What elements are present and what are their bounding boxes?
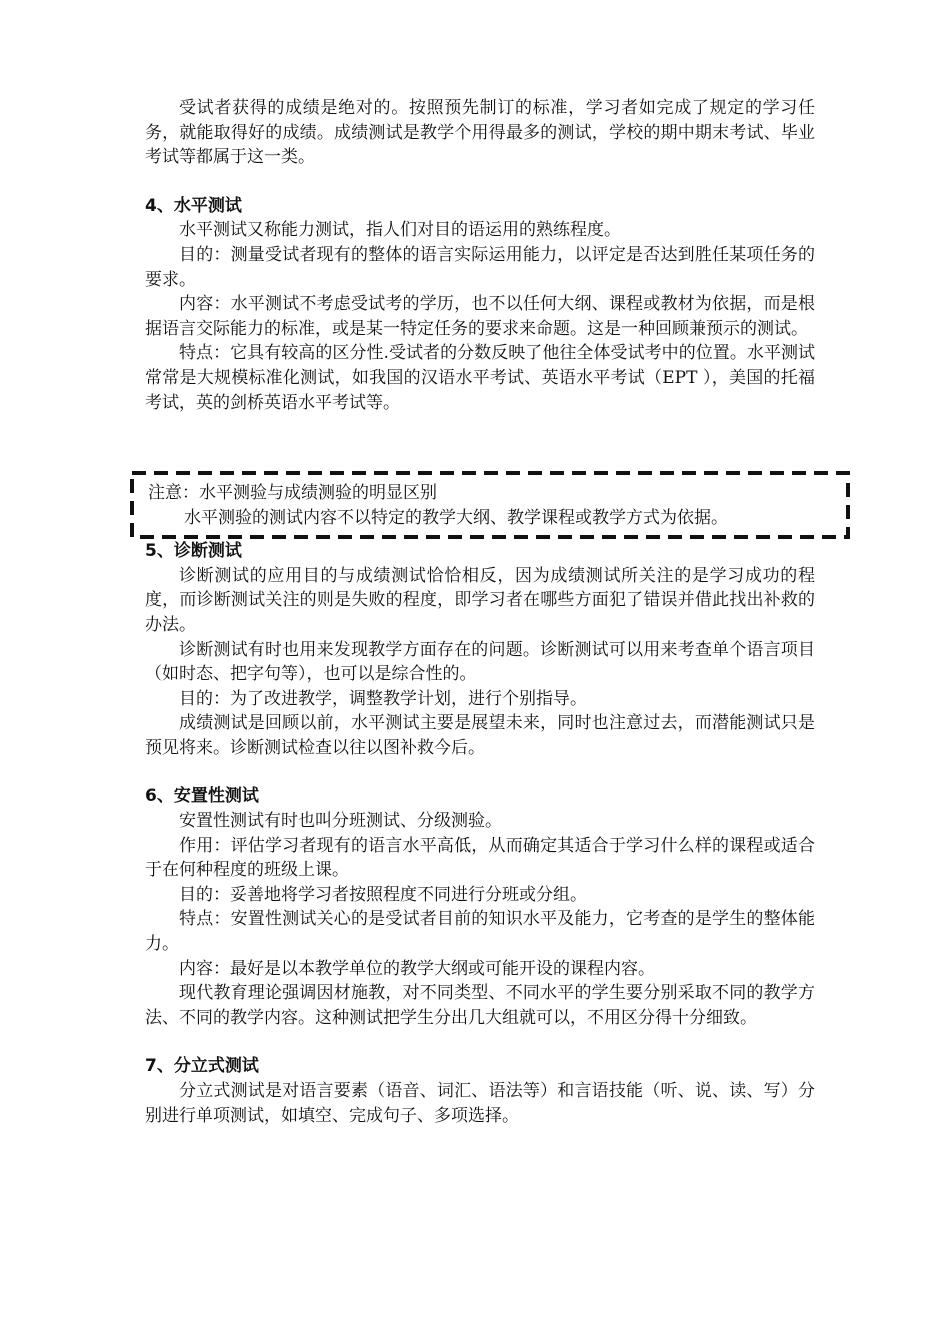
section-7-heading: 7、分立式测试 <box>145 1056 259 1077</box>
section-6-paragraph-1: 安置性测试有时也叫分班测试、分级测验。 <box>179 811 502 832</box>
section-6-paragraph-3: 目的：妥善地将学习者按照程度不同进行分班或分组。 <box>179 884 587 905</box>
section-5-paragraph-1: 诊断测试的应用目的与成绩测试恰恰相反，因为成绩测试所关注的是学习成功的程度，而诊断测试关注的则是失败的程度，即学习者在哪些方面犯了错误并借此找出补救的办法。 <box>145 565 815 635</box>
section-5-heading: 5、诊断测试 <box>145 541 242 562</box>
section-4-paragraph-2: 目的：测量受试者现有的整体的语言实际运用能力，以评定是否达到胜任某项任务的要求。 <box>145 244 815 290</box>
section-6-heading: 6、安置性测试 <box>145 786 259 807</box>
note-box <box>130 471 850 539</box>
intro-paragraph: 受试者获得的成绩是绝对的。按照预先制订的标准，学习者如完成了规定的学习任务，就能取得好的成绩。成绩测试是教学个用得最多的测试，学校的期中期末考试、毕业考试等都属于这一类。 <box>145 98 815 168</box>
note-title: 注意：水平测验与成绩测验的明显区别 <box>148 483 437 503</box>
section-7-paragraph-1: 分立式测试是对语言要素（语音、词汇、语法等）和言语技能（听、说、读、写）分别进行单项测试，如填空、完成句子、多项选择。 <box>145 1081 815 1126</box>
section-5-paragraph-2: 诊断测试有时也用来发现教学方面存在的问题。诊断测试可以用来考查单个语言项目（如时态、把字句等），也可以是综合性的。 <box>145 639 815 685</box>
section-5-paragraph-4: 成绩测试是回顾以前，水平测试主要是展望未来，同时也注意过去，而潜能测试只是预见将来。诊断测试检查以往以图补救今后。 <box>145 713 815 758</box>
section-6-paragraph-4: 特点：安置性测试关心的是受试者目前的知识水平及能力，它考查的是学生的整体能力。 <box>145 909 815 955</box>
note-content: 水平测验的测试内容不以特定的教学大纲、教学课程或教学方式为依据。 <box>184 508 728 528</box>
section-5-paragraph-3: 目的：为了改进教学，调整教学计划，进行个别指导。 <box>179 688 587 709</box>
section-6-paragraph-5: 内容：最好是以本教学单位的教学大纲或可能开设的课程内容。 <box>179 958 655 979</box>
section-4-heading: 4、水平测试 <box>145 195 242 216</box>
document-body <box>145 96 815 1128</box>
section-6-paragraph-6: 现代教育理论强调因材施教，对不同类型、不同水平的学生要分别采取不同的教学方法、不同的教学内容。这种测试把学生分出几大组就可以，不用区分得十分细致。 <box>145 983 815 1028</box>
section-4-paragraph-3: 内容：水平测试不考虑受试考的学历，也不以任何大纲、课程或教材为依据，而是根据语言交际能力的标准，或是某一特定任务的要求来命题。这是一种回顾兼预示的测试。 <box>145 294 815 339</box>
section-4-paragraph-1: 水平测试又称能力测试，指人们对目的语运用的熟练程度。 <box>179 220 621 241</box>
section-4-paragraph-4: 特点：它具有较高的区分性.受试者的分数反映了他往全体受试考中的位置。水平测试常常是大规模标准化测试，如我国的汉语水平考试、英语水平考试（EPT ），美国的托福考试，英的剑桥英语水平考试等。 <box>145 343 815 413</box>
section-6-paragraph-2: 作用：评估学习者现有的语言水平高低，从而确定其适合于学习什么样的课程或适合于在何种程度的班级上课。 <box>145 835 815 881</box>
